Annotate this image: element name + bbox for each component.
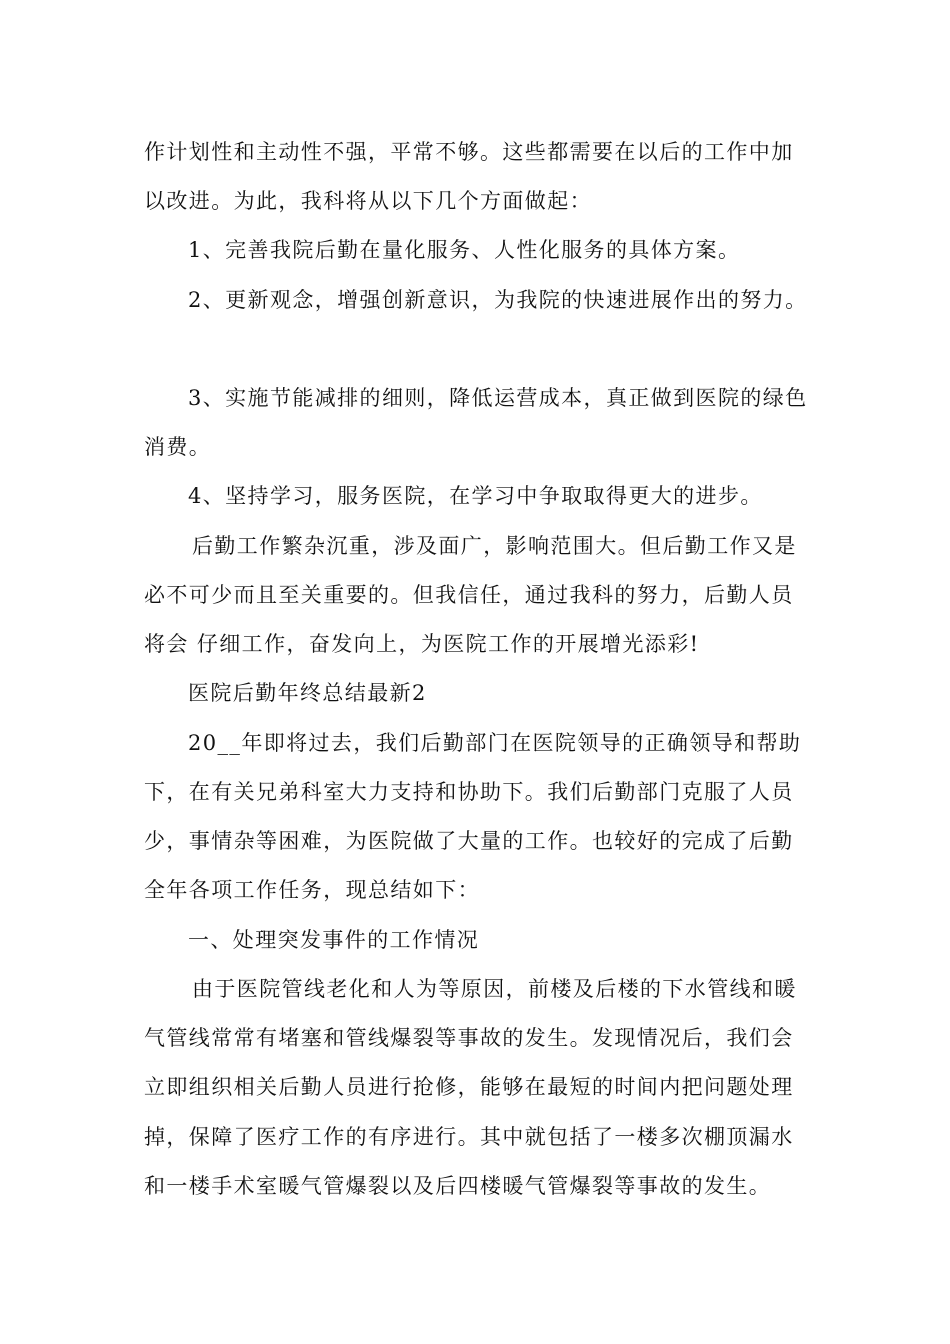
list-item: 3、实施节能减排的细则，降低运营成本，真正做到医院的绿色 [188,386,808,410]
text-line: 立即组织相关后勤人员进行抢修，能够在最短的时间内把问题处理 [144,1075,794,1099]
text-line: 由于医院管线老化和人为等原因，前楼及后楼的下水管线和暖 [192,977,797,1001]
text-line: 掉，保障了医疗工作的有序进行。其中就包括了一楼多次棚顶漏水 [144,1125,794,1149]
text-line: 下，在有关兄弟科室大力支持和协助下。我们后勤部门克服了人员 [144,780,794,804]
text-line: 以改进。为此，我科将从以下几个方面做起： [144,189,592,213]
text-line: 少，事情杂等困难，为医院做了大量的工作。也较好的完成了后勤 [144,829,794,853]
text-line: 后勤工作繁杂沉重，涉及面广，影响范围大。但后勤工作又是 [192,534,797,558]
section-heading: 医院后勤年终总结最新2 [188,681,427,705]
text-line: 必不可少而且至关重要的。但我信任，通过我科的努力，后勤人员 [144,583,794,607]
list-item: 2、更新观念，增强创新意识，为我院的快速进展作出的努力。 [188,288,808,312]
text-line: 全年各项工作任务，现总结如下： [144,878,480,902]
text-line: 20__年即将过去，我们后勤部门在医院领导的正确领导和帮助 [188,731,802,755]
list-item: 4、坚持学习，服务医院，在学习中争取取得更大的进步。 [188,484,763,508]
section-heading: 一、处理突发事件的工作情况 [188,928,480,952]
text-line: 气管线常常有堵塞和管线爆裂等事故的发生。发现情况后，我们会 [144,1026,794,1050]
list-item: 1、完善我院后勤在量化服务、人性化服务的具体方案。 [188,238,741,262]
text-line: 作计划性和主动性不强，平常不够。这些都需要在以后的工作中加 [144,140,794,164]
text-line: 消费。 [144,435,212,459]
text-line: 和一楼手术室暖气管爆裂以及后四楼暖气管爆裂等事故的发生。 [144,1174,772,1198]
text-line: 将会 仔细工作，奋发向上，为医院工作的开展增光添彩! [144,632,700,656]
